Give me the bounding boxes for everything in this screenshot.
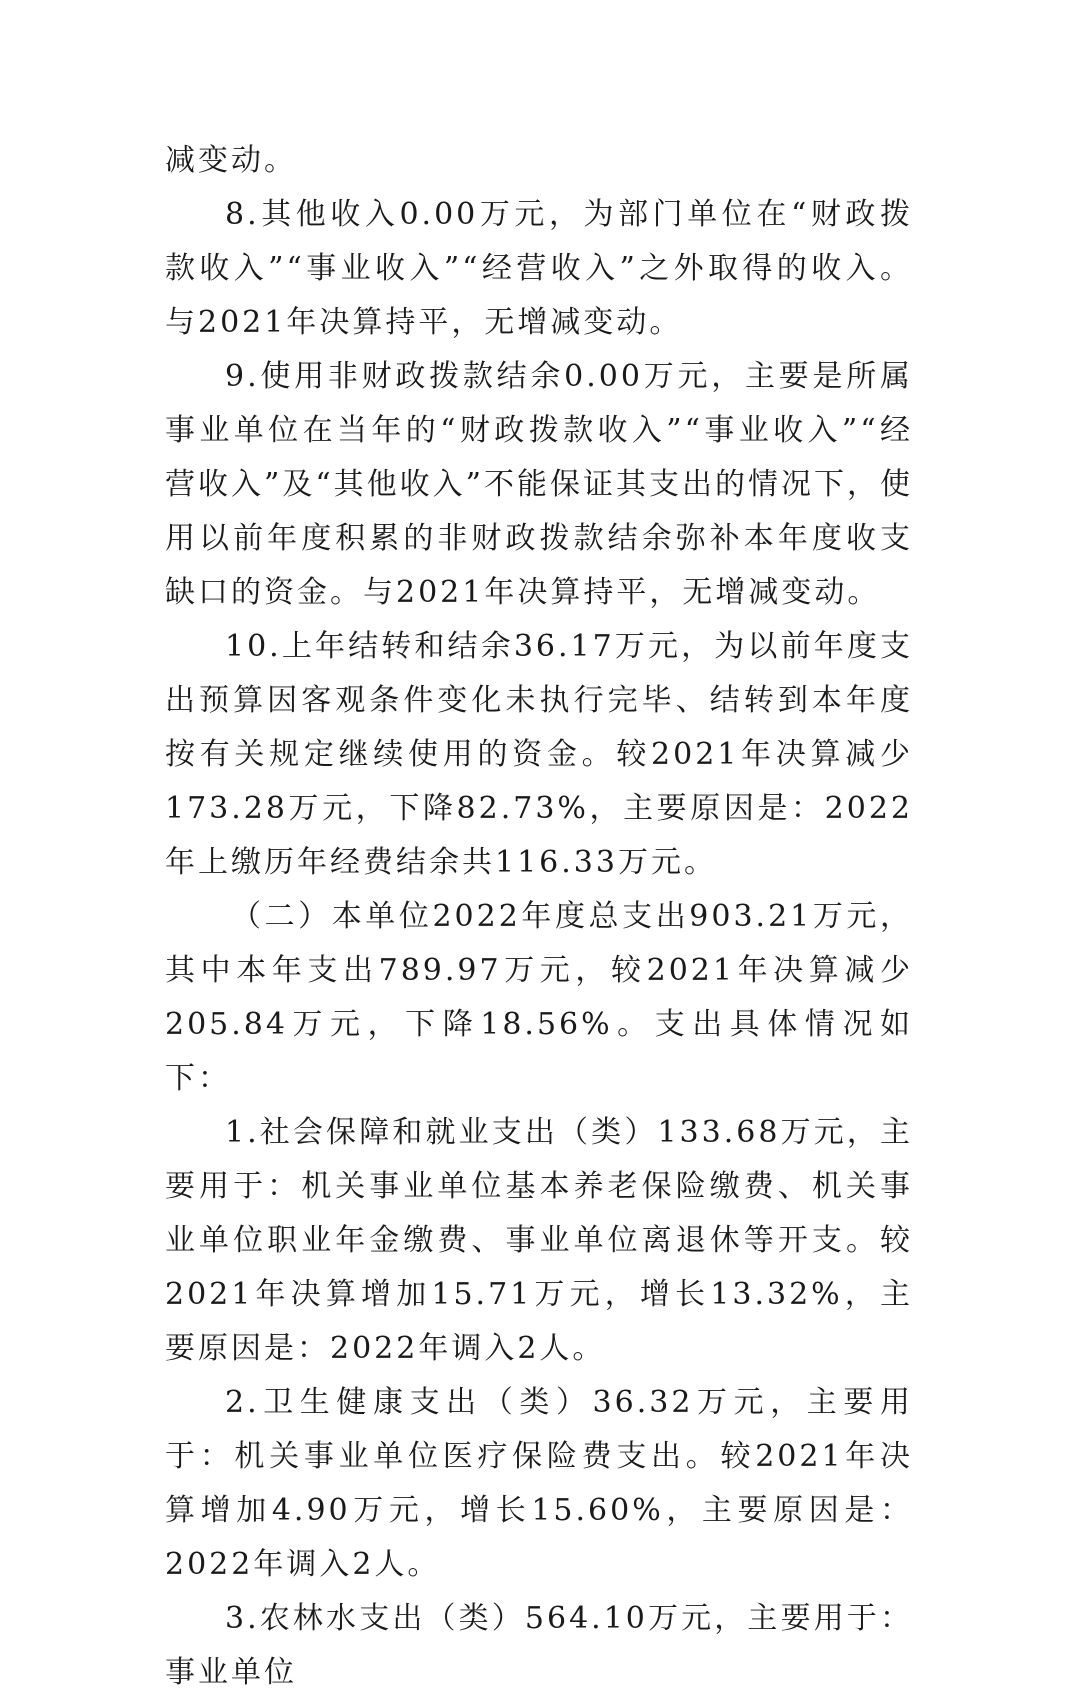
paragraph-total-expenditure: （二）本单位2022年度总支出903.21万元，其中本年支出789.97万元，较2021年决算减少205.84万元，下降18.56%。支出具体情况如下： [165, 899, 913, 1096]
paragraph-non-fiscal-surplus: 9.使用非财政拨款结余0.00万元，主要是所属事业单位在当年的“财政拨款收入”“事业收入”“经营收入”及“其他收入”不能保证其支出的情况下，使用以前年度积累的非财政拨款结余弥补本年度收支缺口的资金。与2021年决算持平，无增减变动。 [165, 359, 914, 610]
paragraph-agriculture: 3.农林水支出（类）564.10万元，主要用于：事业单位 [165, 1601, 913, 1690]
paragraph-health: 2.卫生健康支出（类）36.32万元，主要用于：机关事业单位医疗保险费支出。较2021年决算增加4.90万元，增长15.60%，主要原因是：2022年调入2人。 [165, 1385, 913, 1582]
document-body [165, 134, 913, 1700]
paragraph-continuation: 减变动。 [165, 143, 297, 178]
paragraph-other-income: 8.其他收入0.00万元，为部门单位在“财政拨款收入”“事业收入”“经营收入”之外取得的收入。与2021年决算持平，无增减变动。 [165, 197, 913, 340]
paragraph-carryover: 10.上年结转和结余36.17万元，为以前年度支出预算因客观条件变化未执行完毕、结转到本年度按有关规定继续使用的资金。较2021年决算减少173.28万元，下降82.73%，主要原因是：2022年上缴历年经费结余共116.33万元。 [165, 629, 913, 880]
paragraph-social-security: 1.社会保障和就业支出（类）133.68万元，主要用于：机关事业单位基本养老保险缴费、机关事业单位职业年金缴费、事业单位离退休等开支。较2021年决算增加15.71万元，增长13.32%，主要原因是：2022年调入2人。 [165, 1115, 913, 1366]
